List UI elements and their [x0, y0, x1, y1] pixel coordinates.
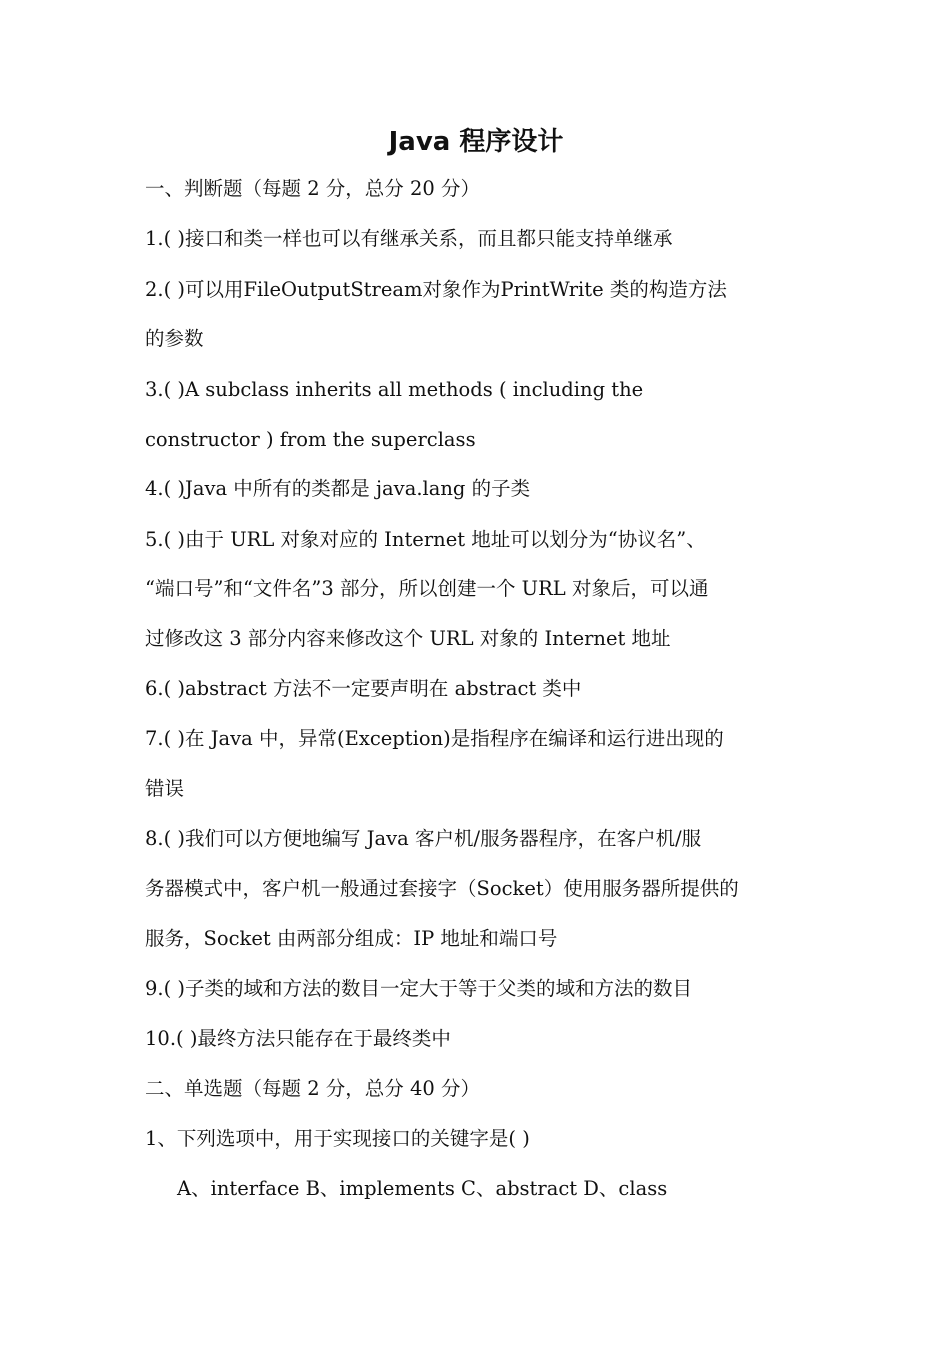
question-stem: 1、下列选项中，用于实现接口的关键字是( )	[145, 1127, 530, 1150]
question-line: 的参数	[145, 327, 204, 350]
question-line: 7.( )在 Java 中，异常(Exception)是指程序在编译和运行进出现的	[145, 727, 724, 750]
section-heading-single-choice: 二、单选题（每题 2 分，总分 40 分）	[145, 1077, 481, 1100]
question-line: 6.( )abstract 方法不一定要声明在 abstract 类中	[145, 677, 582, 700]
question-line: 4.( )Java 中所有的类都是 java.lang 的子类	[145, 477, 531, 500]
question-line: 错误	[145, 777, 185, 800]
section-heading-true-false: 一、判断题（每题 2 分，总分 20 分）	[145, 177, 481, 200]
question-line: 9.( )子类的域和方法的数目一定大于等于父类的域和方法的数目	[145, 977, 693, 1000]
question-line: 2.( )可以用FileOutputStream对象作为PrintWrite 类的构造方法	[145, 278, 727, 301]
question-line: 10.( )最终方法只能存在于最终类中	[145, 1027, 451, 1050]
question-options: A、interface B、implements C、abstract D、class	[177, 1177, 668, 1200]
question-line: 服务，Socket 由两部分组成：IP 地址和端口号	[145, 927, 558, 950]
question-line: 5.( )由于 URL 对象对应的 Internet 地址可以划分为“协议名”、	[145, 528, 706, 551]
document-title: Java 程序设计	[388, 127, 564, 157]
question-line: “端口号”和“文件名”3 部分，所以创建一个 URL 对象后，可以通	[145, 577, 709, 600]
question-line: 1.( )接口和类一样也可以有继承关系，而且都只能支持单继承	[145, 227, 673, 250]
question-line: 8.( )我们可以方便地编写 Java 客户机/服务器程序，在客户机/服	[145, 827, 702, 850]
question-line: 3.( )A subclass inherits all methods ( including the	[145, 378, 644, 401]
question-line: 过修改这 3 部分内容来修改这个 URL 对象的 Internet 地址	[145, 627, 671, 650]
question-line: constructor ) from the superclass	[145, 428, 476, 451]
question-line: 务器模式中，客户机一般通过套接字（Socket）使用服务器所提供的	[145, 877, 739, 900]
